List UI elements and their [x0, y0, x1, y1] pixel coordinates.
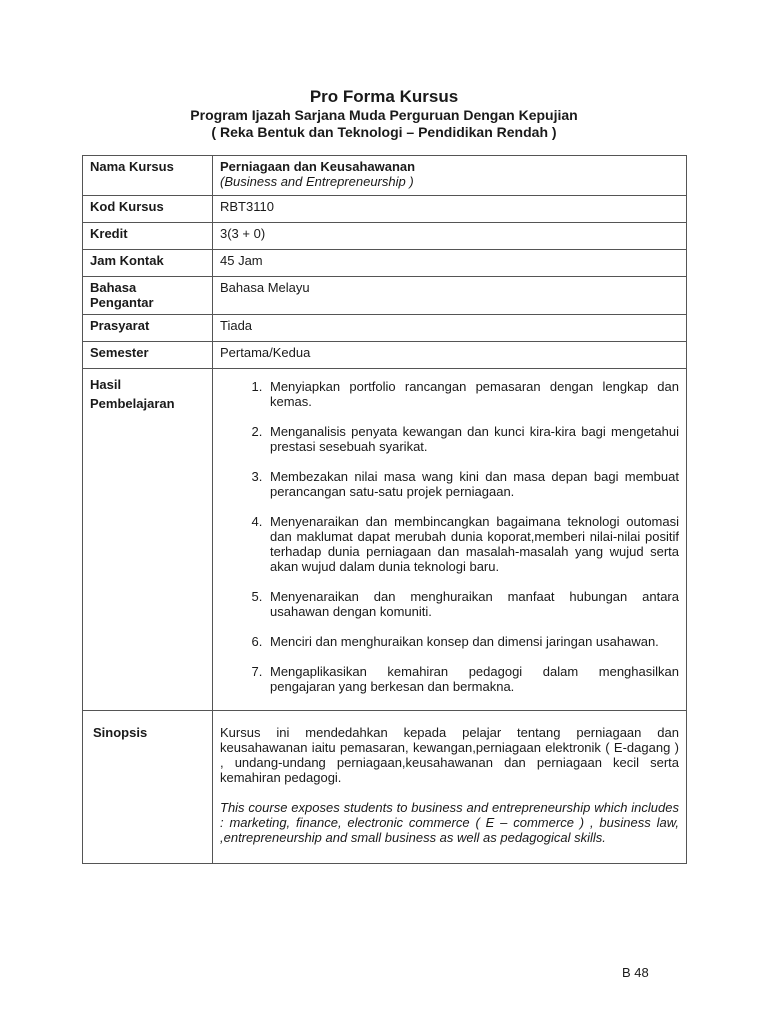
learning-outcome: 3. Membezakan nilai masa wang kini dan masa depan bagi membuat perancangan satu-satu projek perniagaan. [266, 469, 679, 499]
label-nama-kursus: Nama Kursus [83, 156, 213, 196]
value-kredit: 3(3 + 0) [213, 223, 687, 250]
row-nama-kursus [83, 156, 687, 196]
learning-outcome: 2. Menganalisis penyata kewangan dan kunci kira-kira bagi mengetahui prestasi sesebuah syarikat. [266, 424, 679, 454]
synopsis-en: This course exposes students to business and entrepreneurship which includes : marketing, finance, electronic commerce ( E – commerce ) , business law, ,entrepreneurship and small business as well as pedagogical skills. [220, 800, 679, 845]
value-prasyarat: Tiada [213, 315, 687, 342]
value-bahasa-pengantar: Bahasa Melayu [213, 277, 687, 315]
label-bahasa-line2: Pengantar [90, 295, 154, 310]
row-sinopsis [83, 711, 687, 864]
row-prasyarat [83, 315, 687, 342]
value-semester: Pertama/Kedua [213, 342, 687, 369]
value-kod-kursus: RBT3110 [213, 196, 687, 223]
label-semester: Semester [83, 342, 213, 369]
label-hasil-line2: Pembelajaran [90, 396, 175, 411]
value-sinopsis [213, 711, 687, 864]
label-kod-kursus: Kod Kursus [83, 196, 213, 223]
course-name: Perniagaan dan Keusahawanan [220, 159, 416, 174]
label-hasil-pembelajaran [83, 369, 213, 711]
page-number: B 48 [622, 965, 649, 980]
page-title: Pro Forma Kursus [309, 87, 459, 106]
value-hasil-pembelajaran [213, 369, 687, 711]
learning-outcome: 5. Menyenaraikan dan menghuraikan manfaat hubungan antara usahawan dengan komuniti. [266, 589, 679, 619]
row-jam-kontak [83, 250, 687, 277]
learning-outcomes-list [220, 379, 679, 694]
synopsis-bm: Kursus ini mendedahkan kepada pelajar tentang perniagaan dan keusahawanan iaitu pemasaran, kewangan,perniagaan elektronik ( E-dagang ) , undang-undang perniagaan,keusahawanan dan perniagaan kecil serta kemahiran pedagogi. [220, 725, 679, 785]
value-jam-kontak: 45 Jam [213, 250, 687, 277]
label-sinopsis: Sinopsis [83, 711, 213, 864]
row-hasil-pembelajaran [83, 369, 687, 711]
value-nama-kursus [213, 156, 687, 196]
row-semester [83, 342, 687, 369]
label-prasyarat: Prasyarat [83, 315, 213, 342]
label-bahasa-line1: Bahasa [90, 280, 137, 295]
label-jam-kontak: Jam Kontak [83, 250, 213, 277]
learning-outcome: 1. Menyiapkan portfolio rancangan pemasaran dengan lengkap dan kemas. [266, 379, 679, 409]
row-kredit [83, 223, 687, 250]
label-kredit: Kredit [83, 223, 213, 250]
row-bahasa-pengantar [83, 277, 687, 315]
learning-outcome: 4. Menyenaraikan dan membincangkan bagaimana teknologi outomasi dan maklumat dapat merubah dunia koporat,memberi nilai-nilai positif terhadap dunia perniagaan dan masalah-masalah yang wujud serta akan wujud dalam dunia teknologi baru. [266, 514, 679, 574]
learning-outcome: 6. Menciri dan menghuraikan konsep dan dimensi jaringan usahawan. [266, 634, 679, 649]
program-title: Program Ijazah Sarjana Muda Perguruan Dengan Kepujian [190, 107, 578, 123]
label-bahasa-pengantar [83, 277, 213, 315]
program-specialization: ( Reka Bentuk dan Teknologi – Pendidikan Rendah ) [211, 124, 557, 140]
course-name-en: (Business and Entrepreneurship ) [220, 174, 414, 189]
row-kod-kursus [83, 196, 687, 223]
label-hasil-line1: Hasil [90, 377, 122, 392]
page-header [0, 87, 768, 141]
course-pro-forma-table [82, 155, 687, 864]
learning-outcome: 7. Mengaplikasikan kemahiran pedagogi dalam menghasilkan pengajaran yang berkesan dan bermakna. [266, 664, 679, 694]
